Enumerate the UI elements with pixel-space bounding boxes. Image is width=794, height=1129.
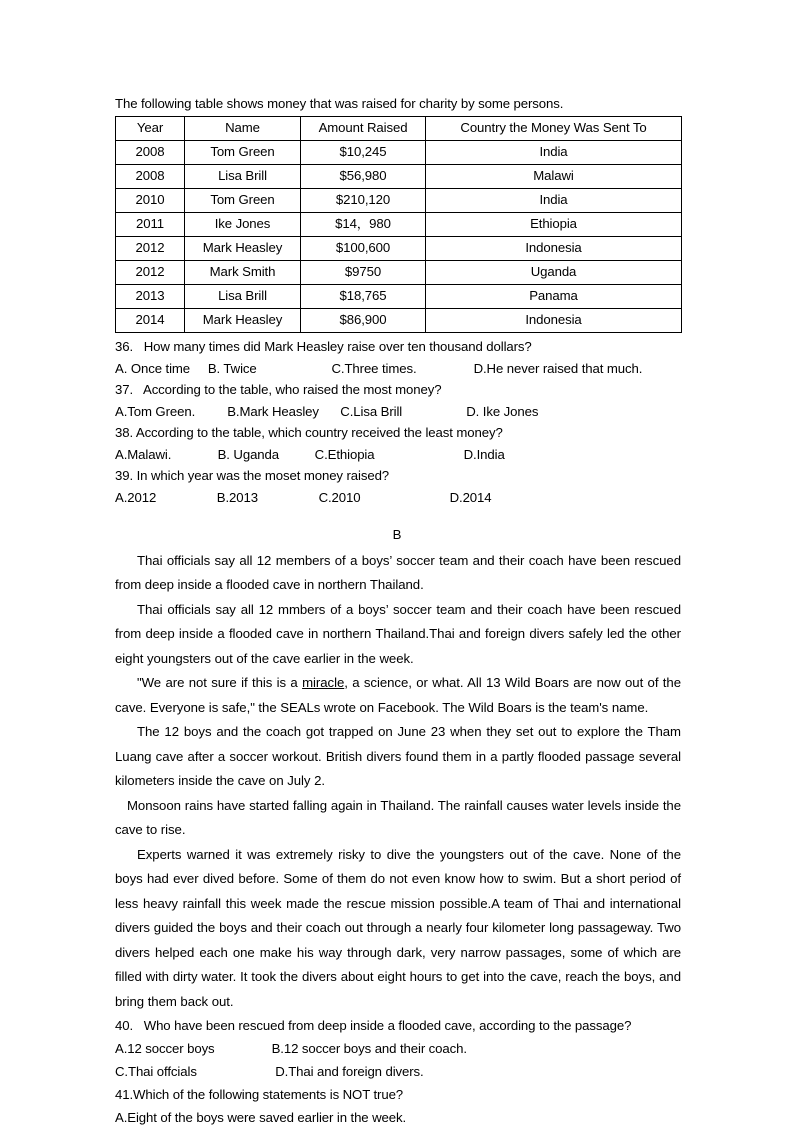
table-row [116,189,682,213]
question-41-options-1[interactable]: A.Eight of the boys were saved earlier in the week. [115,1110,407,1125]
question-37-options[interactable]: A.Tom Green. B.Mark Heasley C.Lisa Brill D. Ike Jones [115,403,539,419]
column-header-country: Country the Money Was Sent To [426,117,682,141]
question-38-stem: 38. According to the table, which country received the least money? [115,425,503,440]
passage-paragraph: Monsoon rains have started falling again in Thailand. The rainfall causes water levels inside the cave to rise. [115,797,681,837]
fullwidth-comma: ， [356,216,370,231]
cell-name: Tom Green [185,189,301,213]
table-row [116,285,682,309]
cell-country: Ethiopia [426,213,682,237]
cell-year: 2013 [116,285,185,309]
column-header-name: Name [185,117,301,141]
question-40-options-2[interactable]: C.Thai offcials D.Thai and foreign divers. [115,1064,424,1079]
table-header-row [116,117,682,141]
question-38-options[interactable]: A.Malawi. B. Uganda C.Ethiopia D.India [115,446,505,462]
cell-country: Malawi [426,165,682,189]
cell-year: 2008 [116,165,185,189]
passage-paragraph: Thai officials say all 12 members of a boys’ soccer team and their coach have been rescued from deep inside a flooded cave in northern Thailand. [115,552,681,592]
passage-paragraph: The 12 boys and the coach got trapped on June 23 when they set out to explore the Tham Luang cave after a soccer workout. British divers found them in a partly flooded passage several kilometers inside the cave on July 2. [115,724,681,788]
cell-year: 2014 [116,309,185,333]
question-36-stem: 36. How many times did Mark Heasley raise over ten thousand dollars? [115,339,532,354]
section-heading-b: B [392,527,402,542]
cell-amount: $14，980 [301,213,426,237]
cell-name: Mark Heasley [185,309,301,333]
table-row [116,261,682,285]
charity-table-body [116,141,682,333]
cell-country: Indonesia [426,309,682,333]
cell-country: Panama [426,285,682,309]
table-row [116,213,682,237]
cell-year: 2008 [116,141,185,165]
question-40-stem: 40. Who have been rescued from deep inside a flooded cave, according to the passage? [115,1018,632,1033]
cell-name: Ike Jones [185,213,301,237]
cell-name: Mark Heasley [185,237,301,261]
cell-amount: $100,600 [301,237,426,261]
cell-name: Tom Green [185,141,301,165]
question-39-options[interactable]: A.2012 B.2013 C.2010 D.2014 [115,489,492,505]
cell-amount: $86,900 [301,309,426,333]
cell-amount: $10,245 [301,141,426,165]
cell-year: 2012 [116,261,185,285]
table-row [116,309,682,333]
table-row [116,165,682,189]
cell-amount: $210,120 [301,189,426,213]
questions-group-a [115,336,681,508]
reading-passage [115,549,681,1015]
cell-amount: $56,980 [301,165,426,189]
passage-paragraph: "We are not sure if this is a miracle, a science, or what. All 13 Wild Boars are now out of the cave. Everyone is safe," the SEALs wrote on Facebook. The Wild Boars is the team's name. [115,675,681,715]
column-header-amount: Amount Raised [301,117,426,141]
table-row [116,141,682,165]
underlined-word: miracle [302,675,345,690]
cell-country: India [426,141,682,165]
cell-name: Mark Smith [185,261,301,285]
cell-amount: $9750 [301,261,426,285]
cell-country: India [426,189,682,213]
table-row [116,237,682,261]
cell-amount: $18,765 [301,285,426,309]
cell-country: Uganda [426,261,682,285]
cell-year: 2012 [116,237,185,261]
passage-paragraph: Thai officials say all 12 mmbers of a boys’ soccer team and their coach have been rescued from deep inside a flooded cave in northern Thailand.Thai and foreign divers safely led the other eight youngsters out of the cave earlier in the week. [115,601,681,666]
question-36-options[interactable]: A. Once time B. Twice C.Three times. D.He never raised that much. [115,360,643,376]
cell-name: Lisa Brill [185,165,301,189]
passage-paragraph: Experts warned it was extremely risky to dive the youngsters out of the cave. None of the boys had ever dived before. Some of them do not even know how to swim. But a short period of less heavy rainfall this week made the rescue mission possible.A team of Thai and international divers guided the boys and their coach out through a nearly four kilometer long passageway. Two divers helped each one make his way through dark, very narrow passages, some of which are filled with dirty water. It took the divers about eight hours to get into the cave, reach the boys, and bring them back out. [115,846,681,1009]
table-intro-sentence: The following table shows money that was raised for charity by some persons. [115,96,564,111]
cell-year: 2010 [116,189,185,213]
column-header-year: Year [116,117,185,141]
charity-table [115,116,682,333]
questions-group-b [115,1014,681,1129]
question-41-stem: 41.Which of the following statements is NOT true? [115,1087,404,1102]
question-40-options-1[interactable]: A.12 soccer boys B.12 soccer boys and their coach. [115,1041,467,1056]
question-37-stem: 37. According to the table, who raised the most money? [115,382,442,397]
cell-country: Indonesia [426,237,682,261]
cell-name: Lisa Brill [185,285,301,309]
cell-year: 2011 [116,213,185,237]
question-39-stem: 39. In which year was the moset money raised? [115,468,390,483]
